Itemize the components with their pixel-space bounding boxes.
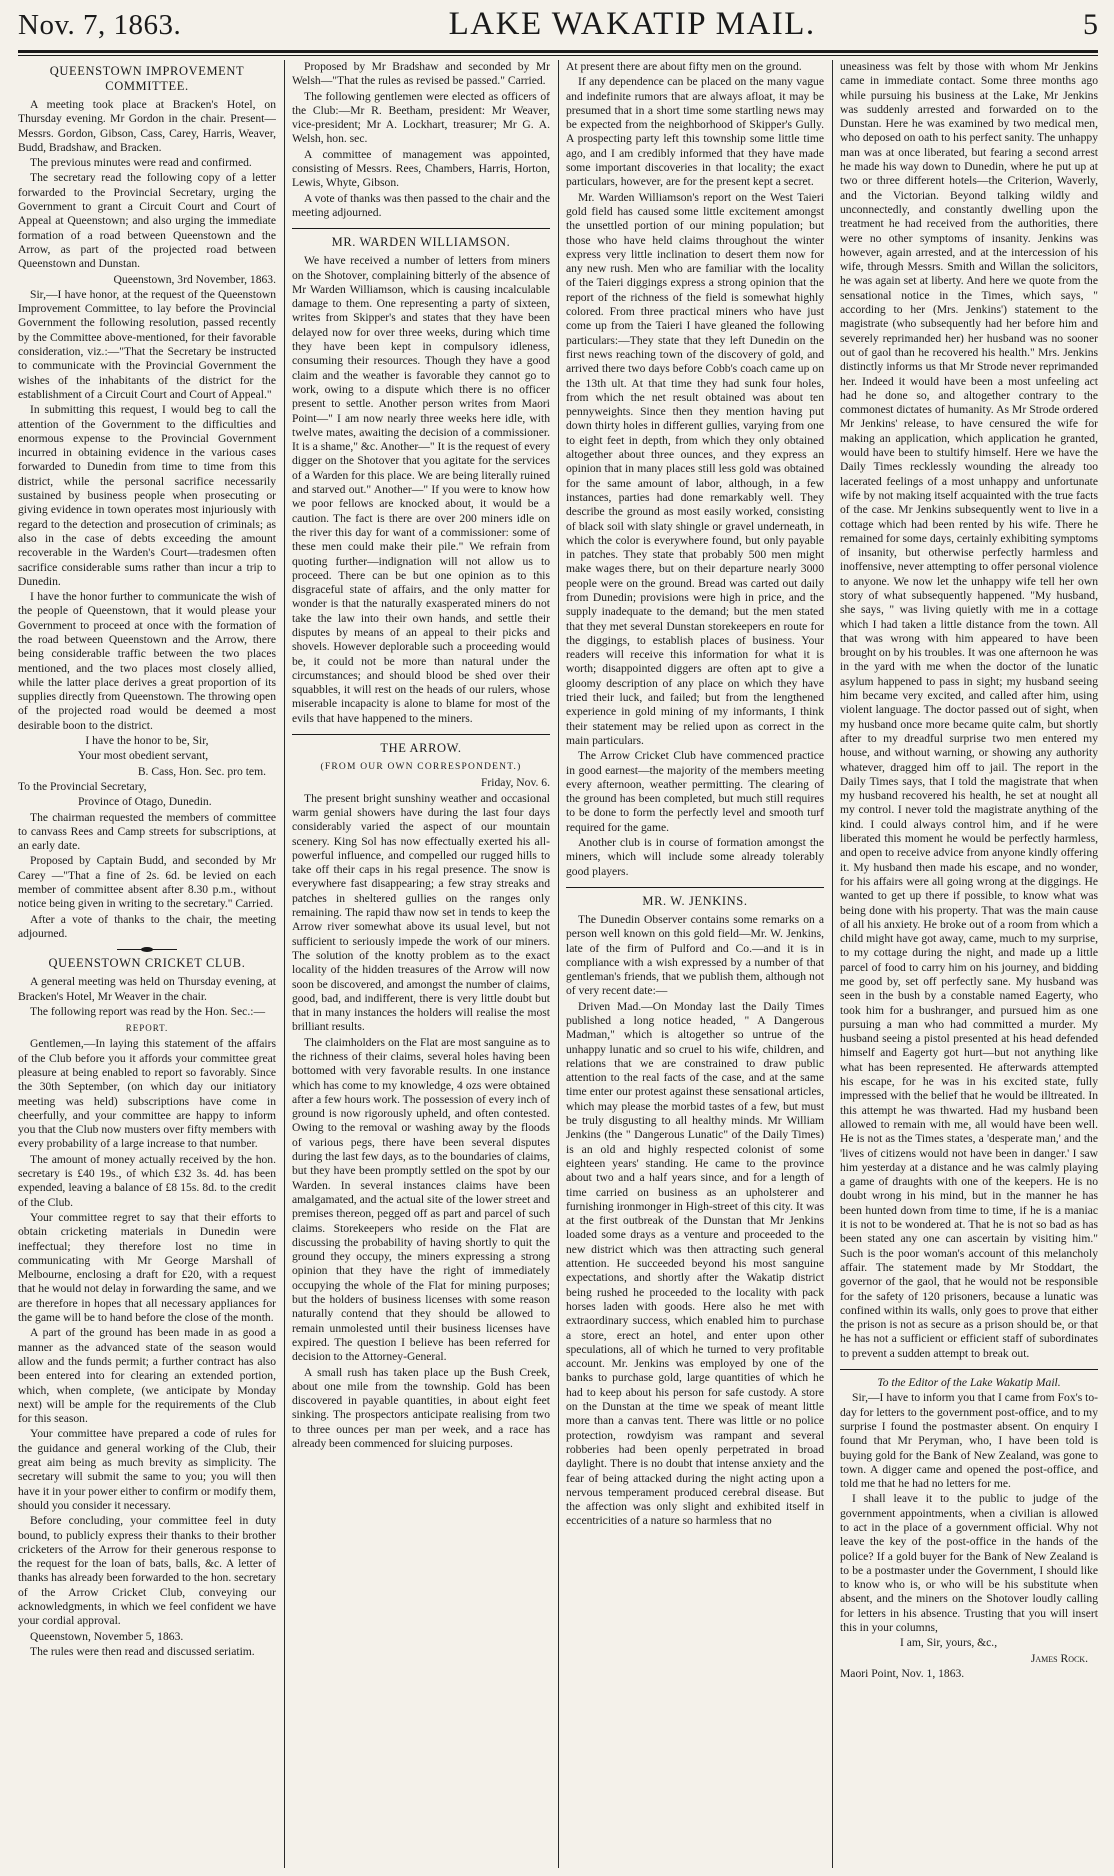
paragraph: At present there are about fifty men on the ground. xyxy=(566,60,802,73)
paragraph: The amount of money actually received by the hon. secretary is £40 19s., of which £32 3s. 4d. has been expended, leaving a balance of £8 15s. 8d. to the credit of the Club. xyxy=(18,1152,276,1209)
column-rule xyxy=(284,60,285,1868)
paragraph: Gentlemen,—In laying this statement of the affairs of the Club before you it affords your committee great pleasure at being enabled to report so favorably. Since the 30th September, (on which day our initiatory meeting was held) subscriptions have come in cheerfully, and your committee are happy to inform you that the Club now musters over fifty members with every probability of a large increase to that number. xyxy=(18,1037,276,1151)
masthead-rule xyxy=(18,50,1098,53)
paragraph: In submitting this request, I would beg to call the attention of the Government to the difficulties and enormous expense to the Provincial Government incurred in obtaining evidence in the various cases forwarded to Dunedin from time to time from this district, while the personal sacrifice necessarily sustained by business people when prosecuting or giving evidence in town operates most injuriously with regard to the detection and prosecution of criminals; as also in the case of debts exceeding the amount recoverable in the Warden's Court—tradesmen often sacrifice considerable sums rather than incur a trip to Dunedin. xyxy=(18,403,276,588)
section-divider xyxy=(292,228,550,229)
letter-closing: I am, Sir, yours, &c., xyxy=(900,1636,998,1650)
paragraph: A general meeting was held on Thursday evening, at Bracken's Hotel, Mr Weaver in the chair. xyxy=(18,975,276,1003)
dateline: Queenstown, 3rd November, 1863. xyxy=(113,272,276,286)
paragraph: I shall leave it to the public to judge of the government appointments, when a civilian is allowed to act in the place of a government official. Why not leave the key of the post-office in the hands of the police? If a gold buyer for the Bank of New Zealand is to be a postmaster under the Government, I should like to know who is, or who will be his substitute when absent, and the miners on the Shotover loudly calling for letters in his absence. Trusting that you will insert this in your columns, xyxy=(840,1492,1098,1635)
article-heading-cricket-club: QUEENSTOWN CRICKET CLUB. xyxy=(48,956,246,971)
letter-closing: Your most obedient servant, xyxy=(78,749,209,763)
paragraph: Proposed by Captain Budd, and seconded by Mr Carey —"That a fine of 2s. 6d. be levied on each member of committee absent after 8.30 p.m., without notice being given in writing to the secretary." Carried. xyxy=(18,854,276,911)
page-columns xyxy=(18,60,1098,1868)
column-3 xyxy=(566,60,824,1868)
paragraph: Queenstown, November 5, 1863. xyxy=(30,1629,184,1643)
paragraph: Sir,—I have honor, at the request of the Queenstown Improvement Committee, to lay before the Provincial Government the following resolution, passed recently by the Committee above-mentioned, for their favorable consideration, viz.:—"That the Secretary be instructed to communicate with the Provincial Government the wishes of the inhabitants of the district for the establishment of a Circuit Court and Court of Appeal." xyxy=(18,287,276,401)
column-4 xyxy=(840,60,1098,1868)
paragraph: The rules were then read and discussed seriatim. xyxy=(30,1644,255,1658)
article-heading-improvement-committee: QUEENSTOWN IMPROVEMENT COMMITTEE. xyxy=(49,64,245,93)
column-rule xyxy=(558,60,559,1868)
article-heading-warden-williamson: MR. WARDEN WILLIAMSON. xyxy=(331,235,511,250)
paragraph: The Arrow Cricket Club have commenced practice in good earnest—the majority of the members meeting every afternoon, weather permitting. The clearing of the ground has been completed, but much still requires to be done to form the perfectly level and smooth turf required for the game. xyxy=(566,749,824,834)
issue-date: Nov. 7, 1863. xyxy=(18,9,182,41)
section-divider xyxy=(117,949,177,950)
correspondent-line: (FROM OUR OWN CORRESPONDENT.) xyxy=(320,762,522,773)
article-heading-the-arrow: THE ARROW. xyxy=(380,741,462,756)
column-1 xyxy=(18,60,276,1868)
letter-signature: B. Cass, Hon. Sec. pro tem. xyxy=(137,764,266,778)
paragraph: A small rush has taken place up the Bush Creek, about one mile from the township. Gold has been discovered in payable quantities, in about eight feet sinking. The prospectors anticipate realising from two to three ounces per man per week, and a race has already been commenced for sluicing purposes. xyxy=(292,1365,550,1451)
paragraph: A committee of management was appointed, consisting of Messrs. Rees, Chambers, Harris, Horton, Lewis, Whyte, Gibson. xyxy=(292,147,550,190)
report-label: REPORT. xyxy=(125,1023,169,1034)
letter-dateline: Maori Point, Nov. 1, 1863. xyxy=(840,1666,965,1680)
letter-closing: I have the honor to be, Sir, xyxy=(85,734,209,748)
paragraph: The following gentlemen were elected as officers of the Club:—Mr R. Beetham, president: Mr Weaver, vice-president; Mr A. Lockhart, treasurer; Mr G. A. Welsh, hon. sec. xyxy=(292,89,550,146)
paragraph: uneasiness was felt by those with whom Mr Jenkins came in immediate contact. Some three months ago while pursuing his business at the Lake, Mr Jenkins was suddenly arrested and forwarded on to the Dunstan. Here he was examined by two medical men, who deposed on oath to his perfect sanity. The unhappy man was at once liberated, but fearing a second arrest he made his way down to Dunedin, where he put up at two or three different hotels—the Criterion, Waverly, and the Victorian. Beyond talking wildly and unconnectedly, and constantly dwelling upon the treatment he had received from the authorities, there were no other symptoms of insanity. Jenkins was however, again arrested, and at the intercession of his wife, through Messrs. Smith and Willan the solicitors, he was again set at liberty. And here we quote from the sensational notice in the Times, which says, " according to her (Mrs. Jenkins') statement to the magistrate (who subsequently had her before him and severely reprimanded her) her husband was no sooner out of gaol than he recovered his health." Mrs. Jenkins distinctly informs us that Mr Strode never reprimanded her. Indeed it would have been a most unfeeling act had he done so, and altogether contrary to the commonest dictates of humanity. As Mr Strode ordered Mr Jenkins' release, to have censured the wife for making an application, which application he granted, would have been to stultify himself. Here we have the Daily Times recklessly wounding the already too lacerated feelings of a most unhappy and unfortunate wife by not making itself acquainted with the true facts of the case. Mr Jenkins subsequently went to live in a cottage which had been rented by his wife. There he remained for some days, certainly exhibiting symptoms of insanity, but otherwise perfectly harmless and inoffensive, never attempting to offer personal violence to anyone. We now let the unhappy wife tell her own story of what subsequently happened. "My husband, she says, " was living quietly with me in a cottage which I had taken a little distance from the town. All that was wrong with him appeared to have been brought on by his troubles. It was one afternoon he was in the yard with me when the doctor of the lunatic asylum happened to pass in sight; my husband seeing him became very excited, and called after him, using violent language. The doctor passed out of sight, when my husband once more became quite calm, but shortly after to my dreadful surprise two men entered my house, and without warning, or showing any authority whatever, dragged him off to jail. The report in the Daily Times says, that I told the magistrate that when my husband recovered his health, he set at nought all my control. I never told the magistrate anything of the kind. I could always control him, and if he were liberated this moment he would be perfectly harmless, and open to receive advice from anyone kindly offering it. My husband then made his escape, and no wonder, for his affairs were all going wrong at the diggings. He wanted to get up there if possible, to know what was being done with his property. That was the main cause of all his anxiety. He broke out of a room from which a child might have got away, came, much to my surprise, to my cottage during the night, and made up a little parcel of food to carry him on his journey, and bidding me good by, set off perfectly sane. My husband was seen in the bush by a constable named Eagerty, who took him for a bushranger, and pursued him as one pursuing a man who had committed a murder. My husband seeing a pistol presented at his head defended himself and Eagerty got hurt—but not anything like what has been represented. He afterwards attempted his escape, for he was in his excited state, fully impressed with the belief that he would be illtreated. In this attempt he was thwarted. Had my husband been allowed to remain with me, all would have been well. He is not as the Times states, a 'desperate man,' and the 'lives of citizens would not have been in danger.' I saw him yesterday at a distance and he was calmly playing a game of draughts with one of the keepers. He is no doubt wrong in his mind, but in the manner he has been hunted down from time to time, if he is a maniac it is not to be wondered at. That he is not so bad as has been stated any one can ascertain by visiting him." Such is the poor woman's account of this melancholy affair. The statement made by Mr Stoddart, the governor of the gaol, that he would not be responsible for the safety of 120 prisoners, because a lunatic was confined within its walls, only goes to prove that either the prison is not as secure as a prison should be, or that he has not a sufficient or efficient staff of subordinates to prevent a sudden attempt to break out. xyxy=(840,60,1098,1360)
paragraph: The following report was read by the Hon. Sec.:— xyxy=(30,1004,266,1018)
paragraph: The claimholders on the Flat are most sanguine as to the richness of their claims, several holes having been bottomed with very favorable results. In one instance which has come to my knowledge, 4 ozs were obtained after a few hours work. The possession of every inch of ground is now rigorously upheld, and often contested. Owing to the removal or washing away by the floods of various pegs, there have been several disputes during the last few days, as to the boundaries of claims, but they have been promptly settled on the spot by our Warden. In several instances claims have been amalgamated, and the actual site of the lower street and premises thereon, pegged off as part and parcel of such claims. Storekeepers who reside on the Flat are discussing the probability of having shortly to quit the ground they occupy, the miners expressing a strong opinion that they have the right of immediately occupying the whole of the Flat for mining purposes; but the holders of business licenses with some reason naturally contend that they should be allowed to remain unmolested until their business licenses have expired. The question I believe has been referred for decision to the Attorney-General. xyxy=(292,1035,550,1364)
paragraph: Your committee regret to say that their efforts to obtain cricketing materials in Dunedin were ineffectual; they therefore lost no time in communicating with Mr George Marshall of Melbourne, enclosing a draft for £20, with a request that he would not delay in forwarding the same, and we are therefore in hopes that all necessary appliances for the game will be to hand before the close of the month. xyxy=(18,1210,276,1325)
paragraph: A meeting took place at Bracken's Hotel, on Thursday evening. Mr Gordon in the chair. Present—Messrs. Gordon, Gibson, Cass, Carey, Harris, Weaver, Budd, Bradshaw, and Bracken. xyxy=(18,98,276,154)
paragraph: A vote of thanks was then passed to the chair and the meeting adjourned. xyxy=(292,191,550,219)
paragraph: Your committee have prepared a code of rules for the guidance and general working of the Club, their great aim being as much brevity as simplicity. The secretary will submit the same to you; you will then have it in your power either to confirm or modify them, should you consider it necessary. xyxy=(18,1427,276,1512)
paragraph: A part of the ground has been made in as good a manner as the advanced state of the season would allow and the funds permit; a further contract has also been entered into for clearing an extended portion, which, when complete, (we anticipate by Monday next) will be ample for the requirements of the Club for this season. xyxy=(18,1326,276,1426)
masthead xyxy=(18,6,1098,50)
paragraph: The Dunedin Observer contains some remarks on a person well known on this gold field—Mr. W. Jenkins, late of the firm of Pulford and Co.—and it is in compliance with a wish expressed by a number of that gentleman's friends, that we publish them, although not of very recent date:— xyxy=(566,912,824,998)
paragraph: Before concluding, your committee feel in duty bound, to publicly express their thanks to their brother cricketers of the Arrow for their generous response to the request for the loan of bats, balls, &c. A letter of thanks has already been forwarded to the hon. secretary of the Arrow Cricket Club, conveying our acknowledgments, in which we feel confident we have your cordial approval. xyxy=(18,1514,276,1628)
paragraph: Mr. Warden Williamson's report on the West Taieri gold field has caused some little excitement amongst the unsettled portion of our mining population; but those who have held claims throughout the winter express very little inclination to desert them now for any new rush. Men who are familiar with the locality of the Taieri diggings express a strong opinion that the report of the richness of the field is somewhat highly colored. From three practical miners who have just come up from the Taieri I have gleaned the following particulars:—They state that they left Dunedin on the first news reaching town of the discovery of gold, and arrived there two days before Cobb's coach came up on the 13th ult. At that time they had sunk four holes, from which the net result obtained was about ten pennyweights. Since then they mention having put down thirty holes in different gullies, varying from one to eight feet in depth, from which they only obtained altogether about three ounces, and they express an opinion that in many places still less gold was obtained for the same amount of labor, although, in a few instances, parties had done remarkably well. They describe the ground as most easily worked, consisting of black soil with slaty shingle or gravel underneath, in which the color is everywhere found, but only payable in patches. They state that probably 500 men might make wages there, but on their departure nearly 3000 people were on the ground. Bread was carted out daily from Dunedin; provisions were high in price, and the supply inadequate to the demand; but the men stated that they met several Dunstan storekeepers en route for the diggings, to establish places of business. Your readers will receive this information for what it is worth; disappointed diggers are often apt to give a gloomy description of any place on which they have tried their luck, and failed; but from the lengthened experience in gold mining of my informants, I think their statement may be relied upon as correct in the main particulars. xyxy=(566,190,824,747)
paragraph: The previous minutes were read and confirmed. xyxy=(30,156,252,170)
paragraph: We have received a number of letters from miners on the Shotover, complaining bitterly of the absence of Mr Warden Williamson, which is causing incalculable damage to them. One representing a party of sixteen, writes from Skipper's and states that they have been delayed now for over three weeks, during which time they have been kept in compulsory idleness, consuming their resources. Though they have a good claim and the weather is favorable they cannot go to work, owing to a dispute which there is no officer present to settle. Another person writes from Maori Point—" I am now nearly three weeks here idle, with twelve mates, awaiting the decision of a commissioner. It is a shame," &c. Another—" It is the request of every digger on the Shotover that you agitate for the services of a Warden for this place. We are being literally ruined and starved out." Another—" If you were to know how we poor fellows are knocked about, it would be a caution. The fact is there are over 200 miners idle on the river this day for want of a commissioner: some of these men could make their pile." We refrain from quoting further—indignation will not allow us to proceed. There can be but one opinion as to this disgraceful state of affairs, and the only matter for wonder is that the naturally exasperated miners do not take the law into their own hands, and settle their disputes by means of an appeal to their picks and shovels. However deplorable such a proceeding would be, it could not be more than natural under the circumstances; and should blood be shed over their squabbles, it will rest on the heads of our rulers, whose miserable incapacity is alone to blame for most of the evils that have happened to the miners. xyxy=(292,254,550,725)
paragraph: If any dependence can be placed on the many vague and indefinite rumors that are always afloat, it may be presumed that in a short time some startling news may be expected from the neighborhood of Skipper's Gully. A prospecting party left this township some little time ago, and I am credibly informed that they have made some important discoveries in that locality; the exact particulars, however, are for the present kept a secret. xyxy=(566,75,824,189)
section-divider xyxy=(292,734,550,735)
letter-signature: James Rock. xyxy=(1030,1651,1088,1665)
paragraph: Sir,—I have to inform you that I came from Fox's to-day for letters to the government post-office, and to my surprise I found the postmaster absent. On enquiry I found that Mr Peryman, who, I have been told is buying gold for the Bank of New Zealand, was gone to town. A digger came and opened the post-office, and told me that he had no letters for me. xyxy=(840,1391,1098,1491)
column-2 xyxy=(292,60,550,1868)
column-rule xyxy=(832,60,833,1868)
paragraph: Another club is in course of formation amongst the miners, which will include some already tolerably good players. xyxy=(566,836,824,878)
paragraph: The secretary read the following copy of a letter forwarded to the Provincial Secretary, urging the Government to grant a Circuit Court and Court of Appeal at Queenstown; and also urging the immediate formation of a road between Queenstown and the Arrow, as part of the projected road between Queenstown and Dunstan. xyxy=(18,171,276,271)
page-number: 5 xyxy=(1083,8,1098,41)
section-divider xyxy=(840,1369,1098,1370)
paragraph: Driven Mad.—On Monday last the Daily Times published a long notice headed, " A Dangerous Madman," which is altogether so untrue of the unhappy lunatic and so cruel to his wife, children, and relations that we are constrained to draw public attention to the real facts of the case, and at the same time enter our protest against these sensational articles, which may please the morbid tastes of a few, but must be truly disgusting to all healthy minds. Mr William Jenkins (the " Dangerous Lunatic" of the Daily Times) is an old and highly respected colonist of some eighteen years' standing. He came to the province about two and a half years since, and for a length of time carried on business as an upholsterer and furnishing ironmonger in High-street of this city. It was at the first outbreak of the Dunstan that Mr Jenkins loaded some drays as a venture and proceeded to the new district which was then attracting such general attention. He succeeded beyond his most sanguine expectations, and shortly after the Wakatip district being rushed he proceeded to the locality with pack horses laden with goods. Here also he met with extraordinary success, which enabled him to purchase a store, erect an hotel, and enter upon other speculations, all of which he turned to very profitable account. Mr. Jenkins was employed by one of the banks to purchase gold, large quantities of which he had to keep about his person for safe custody. A store on the Dunstan at the time we speak of meant little more than a canvas tent. There was little or no police protection, rowdyism was rampant and several robberies had been openly perpetrated in broad daylight. There is no doubt that intense anxiety and the fear of being attacked during the night acting upon a nervous temperament produced cerebral disease. But the affection was only slight and exhibited itself in eccentricities of a nature so harmless that no xyxy=(566,999,824,1528)
article-heading-jenkins: MR. W. JENKINS. xyxy=(642,893,748,908)
masthead-rule-thin xyxy=(18,55,1098,56)
paragraph: The present bright sunshiny weather and occasional warm genial showers have during the last four days considerably varied the aspect of our mountain scenery. King Sol has now effectually exerted his all-powerful influence, and compelled our rugged hills to take off their caps in his regal presence. The snow is everywhere fast disappearing; a few stray streaks and patches in sheltered gullies on the ranges only remaining. The rapid thaw now set in tends to keep the Arrow river somewhat above its usual level, but not sufficient to seriously impede the work of our miners. The solution of the knotty problem as to the exact locality of the hidden treasures of the Arrow will now soon be discovered, and amongst the number of claims, good, bad, and indifferent, there is very little doubt but that in many instances the holders will realise the most brilliant results. xyxy=(292,791,550,1034)
section-divider xyxy=(566,887,824,888)
paragraph: The chairman requested the members of committee to canvass Rees and Camp streets for subscriptions, at an early date. xyxy=(18,810,276,853)
letter-address: Province of Otago, Dunedin. xyxy=(78,795,212,809)
letter-address: To the Provincial Secretary, xyxy=(18,779,147,793)
newspaper-title: LAKE WAKATIP MAIL. xyxy=(448,6,816,42)
dateline: Friday, Nov. 6. xyxy=(480,776,550,790)
paragraph: I have the honor further to communicate the wish of the people of Queenstown, that it would please your Government to proceed at once with the formation of the road between Queenstown and the Arrow, there being considerable traffic between the two places mentioned, and the two places most closely allied, while the latter place derives a great proportion of its supplies directly from Queenstown. The throwing open of the projected road would be deemed a most desirable boon to the district. xyxy=(18,590,276,732)
paragraph: After a vote of thanks to the chair, the meeting adjourned. xyxy=(18,912,276,940)
letter-heading: To the Editor of the Lake Wakatip Mail. xyxy=(877,1376,1061,1390)
paragraph: Proposed by Mr Bradshaw and seconded by Mr Welsh—"That the rules as revised be passed." Carried. xyxy=(292,60,550,88)
